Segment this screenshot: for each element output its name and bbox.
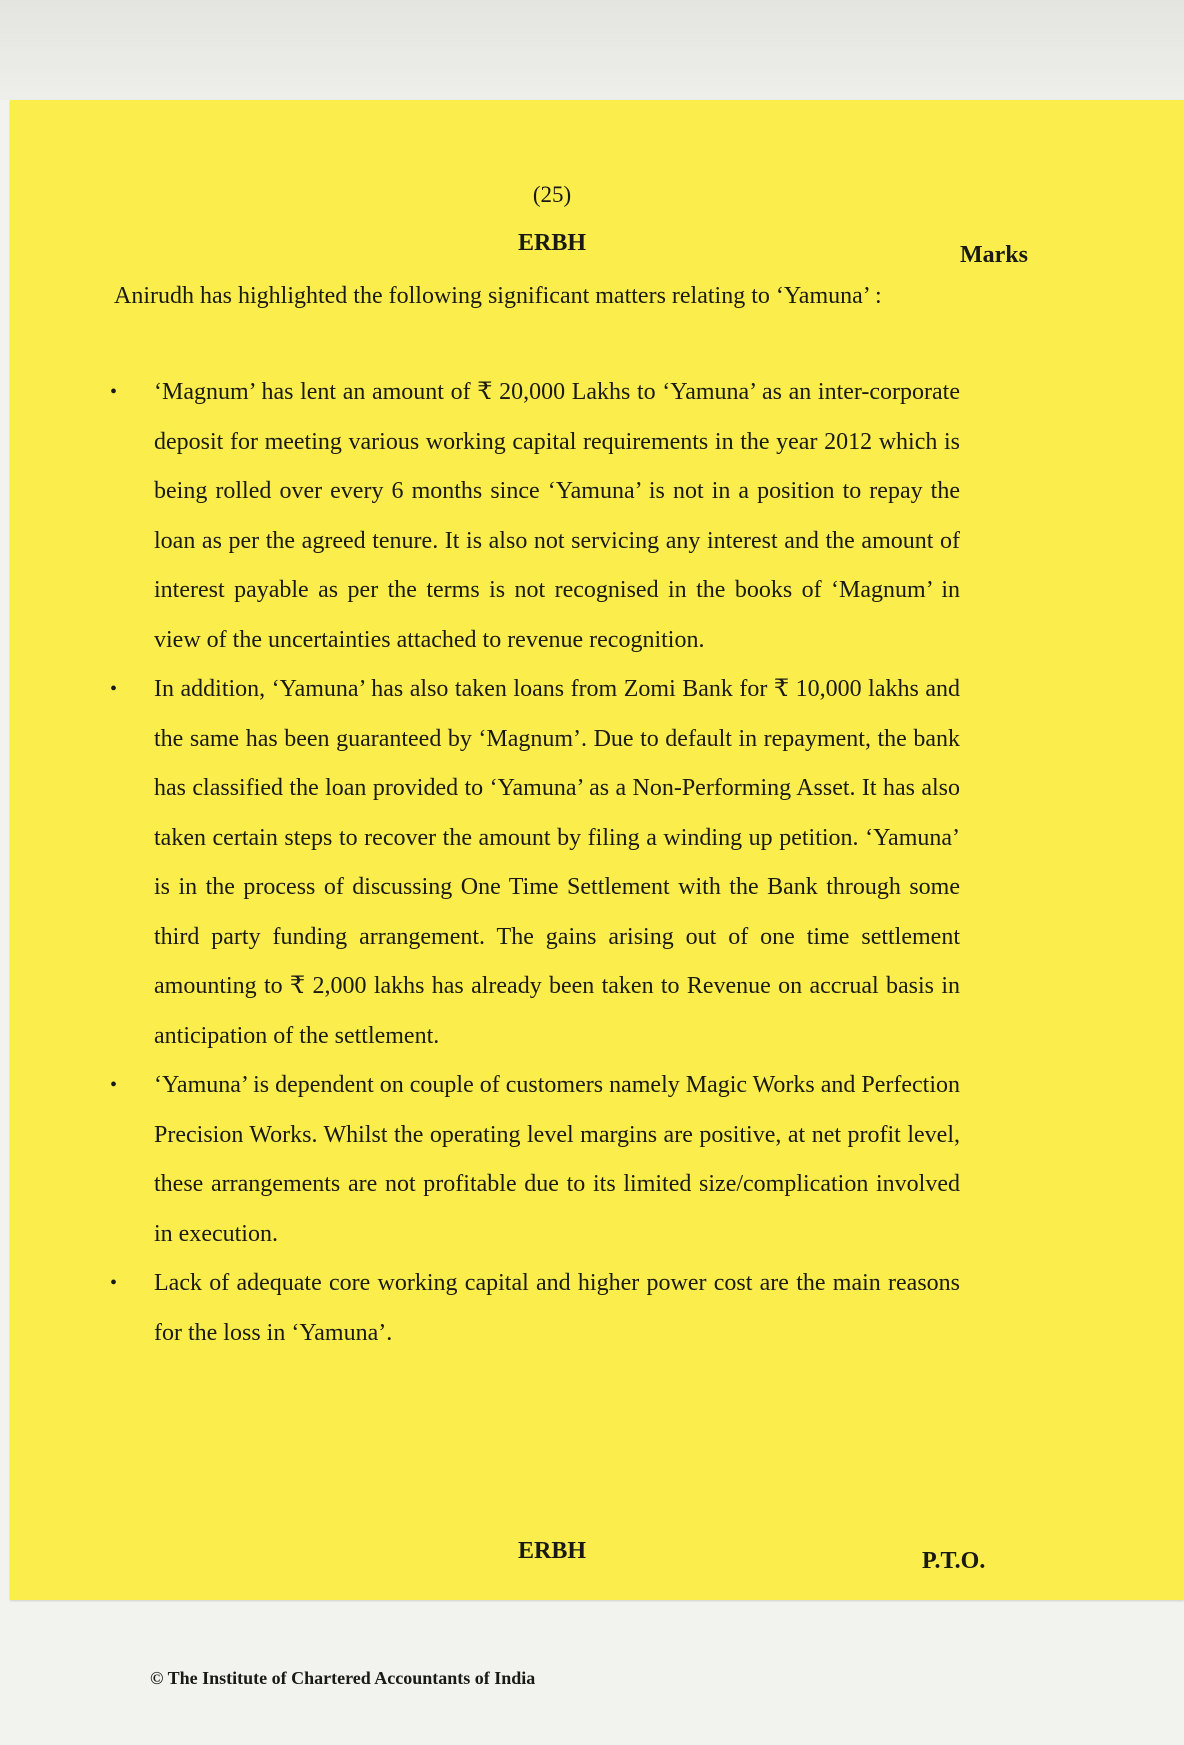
list-item (70, 665, 960, 1061)
bullet-icon: • (110, 678, 118, 700)
exam-page (10, 100, 1184, 1600)
paper-code-footer: ERBH (517, 1538, 586, 1564)
intro-paragraph: Anirudh has highlighted the following significant matters relating to ‘Yamuna’ : (114, 283, 882, 309)
list-item (70, 368, 960, 665)
bullet-icon: • (110, 1074, 118, 1096)
page-number: (25) (532, 182, 572, 207)
bullet-icon: • (110, 381, 118, 403)
marks-column-label: Marks (960, 242, 1028, 268)
list-item (70, 1259, 960, 1358)
list-item-text: In addition, ‘Yamuna’ has also taken loans from Zomi Bank for ₹ 10,000 lakhs and the same has been guaranteed by ‘Magnum’. Due to default in repayment, the bank has classified the loan provided to ‘Yamuna’ as a Non-Performing Asset. It has also taken certain steps to recover the amount by filing a winding up petition. ‘Yamuna’ is in the process of discussing One Time Settlement with the Bank through some third party funding arrangement. The gains arising out of one time settlement amounting to ₹ 2,000 lakhs has already been taken to Revenue on accrual basis in anticipation of the settlement. (154, 676, 960, 1049)
bullet-icon: • (110, 1272, 118, 1294)
list-item-text: ‘Yamuna’ is dependent on couple of customers namely Magic Works and Perfection Precision Works. Whilst the operating level margins are positive, at net profit level, these arrangements are not profitable due to its limited size/complication involved in execution. (154, 1072, 960, 1247)
list-item-text: ‘Magnum’ has lent an amount of ₹ 20,000 Lakhs to ‘Yamuna’ as an inter-corporate deposit for meeting various working capital requirements in the year 2012 which is being rolled over every 6 months since ‘Yamuna’ is not in a position to repay the loan as per the agreed tenure. It is also not servicing any interest and the amount of interest payable as per the terms is not recognised in the books of ‘Magnum’ in view of the uncertainties attached to revenue recognition. (154, 379, 960, 653)
paper-code-header: ERBH (517, 230, 586, 256)
scan-top-margin (0, 0, 1184, 100)
list-item (70, 1061, 960, 1259)
copyright-notice: © The Institute of Chartered Accountants of India (150, 1668, 536, 1688)
matters-list (70, 368, 960, 1358)
list-item-text: Lack of adequate core working capital and higher power cost are the main reasons for the loss in ‘Yamuna’. (154, 1270, 960, 1346)
please-turn-over: P.T.O. (922, 1548, 986, 1574)
